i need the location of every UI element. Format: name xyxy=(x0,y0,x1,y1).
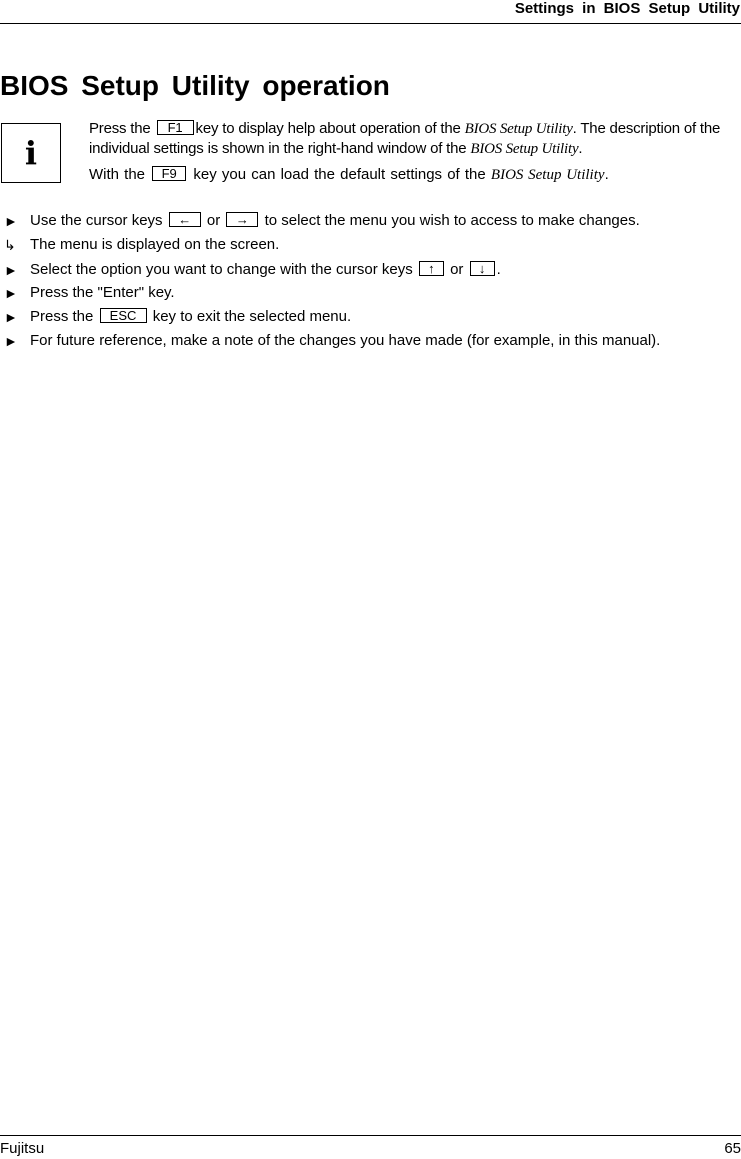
f9-key: F9 xyxy=(152,166,186,181)
product-name: BIOS Setup Utility xyxy=(464,121,573,137)
bullet-arrow-icon: ► xyxy=(4,285,18,301)
right-arrow-key: → xyxy=(226,212,258,227)
result-arrow-icon: ↳ xyxy=(4,237,16,253)
info-icon xyxy=(1,123,61,183)
note-text: . xyxy=(604,166,609,183)
note-text: key you can load the default settings of the xyxy=(193,166,486,183)
step-text xyxy=(30,259,501,281)
page-number: 65 xyxy=(724,1140,741,1157)
footer-divider xyxy=(0,1135,741,1136)
note-text: Press the xyxy=(89,120,151,137)
step-text: Press the "Enter" key. xyxy=(30,284,175,301)
step-text xyxy=(30,306,351,328)
defaults-note xyxy=(89,165,741,185)
step-text-part: or xyxy=(450,261,464,278)
note-text: key to display help about operation of the xyxy=(195,120,461,137)
header-title: Settings in BIOS Setup Utility xyxy=(514,0,740,17)
down-arrow-key: ↓ xyxy=(470,261,495,276)
left-arrow-key: ← xyxy=(169,212,201,227)
step-text-part: . xyxy=(496,261,501,278)
step-text-part: Press the xyxy=(30,308,94,325)
product-name: BIOS Setup Utility xyxy=(490,167,605,183)
esc-key: ESC xyxy=(100,308,147,323)
note-text: . The description of the individual settings is shown in the right-hand window of the xyxy=(89,120,721,157)
step-text xyxy=(30,210,640,232)
note-text: . xyxy=(578,140,583,157)
step-text-part: or xyxy=(206,212,221,229)
bullet-arrow-icon: ► xyxy=(4,333,18,349)
bullet-arrow-icon: ► xyxy=(4,213,18,229)
step-text-part: key to exit the selected menu. xyxy=(152,308,352,325)
step-text-part: Select the option you want to change with the cursor keys xyxy=(30,261,413,278)
header-divider xyxy=(0,23,741,24)
note-text: With the xyxy=(89,166,146,183)
step-text: For future reference, make a note of the changes you have made (for example, in this manual). xyxy=(30,332,661,349)
bullet-arrow-icon: ► xyxy=(4,262,18,278)
step-text-part: Use the cursor keys xyxy=(30,212,163,229)
page-title: BIOS Setup Utility operation xyxy=(0,70,390,101)
footer-brand: Fujitsu xyxy=(0,1140,45,1157)
step-text-part: to select the menu you wish to access to make changes. xyxy=(264,212,640,229)
info-icon-glyph: i xyxy=(24,134,38,172)
help-note xyxy=(89,119,741,159)
bullet-arrow-icon: ► xyxy=(4,309,18,325)
up-arrow-key: ↑ xyxy=(419,261,444,276)
product-name: BIOS Setup Utility xyxy=(470,141,579,157)
f1-key: F1 xyxy=(157,120,194,135)
step-text: The menu is displayed on the screen. xyxy=(30,236,280,253)
